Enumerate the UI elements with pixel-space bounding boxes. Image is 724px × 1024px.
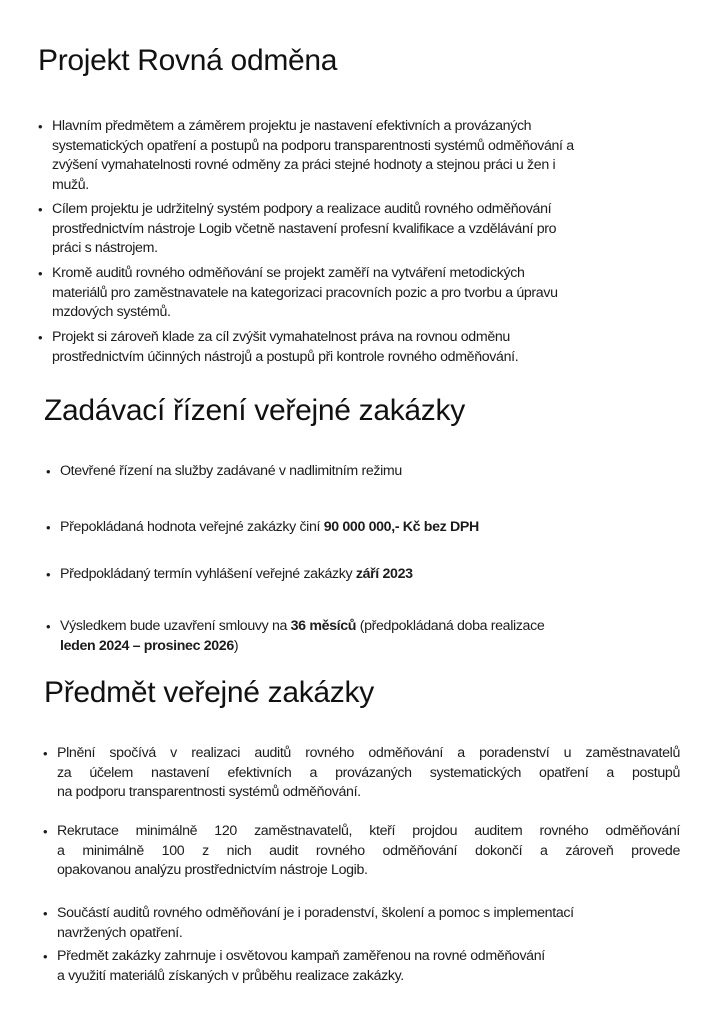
- section-title-projekt: Projekt Rovná odměna: [38, 44, 338, 77]
- section-title-predmet: Předmět veřejné zakázky: [44, 676, 374, 709]
- list-item: • Kromě auditů rovného odměňování se projekt zaměří na vytváření metodických materiálů pro zaměstnavatele na kategorizaci pracovních pozic a pro tvorbu a úpravu mzdových systémů.: [38, 265, 558, 321]
- bullet-icon: •: [46, 567, 51, 582]
- realization-period: leden 2024 – prosinec 2026: [60, 637, 234, 654]
- bullet-icon: •: [38, 330, 43, 345]
- bullet-icon: •: [43, 949, 48, 964]
- bullet-icon: •: [43, 906, 48, 921]
- list-item: • Plnění spočívá v realizaci auditů rovného odměňování a poradenství u zaměstnavatelů za účelem nastavení efektivních a provázaných systematických opatření a postupů na podporu transparentnosti systémů odměňování.: [43, 745, 680, 801]
- list-item: • Součástí auditů rovného odměňování je i poradenství, školení a pomoc s implementací navržených opatření.: [43, 905, 574, 941]
- bullet-icon: •: [38, 119, 43, 134]
- contract-duration: 36 měsíců: [290, 618, 357, 634]
- bullet-icon: •: [46, 619, 51, 634]
- list-item: • Předpokládaný termín vyhlášení veřejné zakázky září 2023: [60, 565, 680, 585]
- bullet-icon: •: [46, 520, 51, 535]
- estimated-value: 90 000 000,- Kč bez DPH: [323, 519, 479, 535]
- list-item: • Hlavním předmětem a záměrem projektu je nastavení efektivních a provázaných systematických opatření a postupů na podporu transparentnosti systémů odměňování a zvýšení vymahatelnosti rovné odměny za práci stejné hodnoty a stejnou práci u žen i mužů.: [38, 118, 574, 193]
- list-item: • Otevřené řízení na služby zadávané v nadlimitním režimu: [60, 462, 680, 482]
- list-item: • Rekrutace minimálně 120 zaměstnavatelů, kteří projdou auditem rovného odměňování a minimálně 100 z nich audit rovného odměňování dokončí a zároveň provede opakovanou analýzu prostřednictvím nástroje Logib.: [43, 823, 680, 879]
- bullet-icon: •: [38, 266, 43, 281]
- bullet-icon: •: [43, 824, 48, 839]
- section-title-zadavaci-rizeni: Zadávací řízení veřejné zakázky: [44, 394, 465, 427]
- list-item: • Výsledkem bude uzavření smlouvy na 36 měsíců (předpokládaná doba realizace leden 2024 – prosinec 2026): [46, 618, 545, 654]
- list-item: • Předmět zakázky zahrnuje i osvětovou kampaň zaměřenou na rovné odměňování a využití materiálů získaných v průběhu realizace zakázky.: [43, 948, 545, 984]
- bullet-icon: •: [43, 746, 48, 761]
- list-item: • Cílem projektu je udržitelný systém podpory a realizace auditů rovného odměňování prostřednictvím nástroje Logib včetně nastavení profesní kvalifikace a vzdělávání pro práci s nástrojem.: [38, 201, 557, 257]
- list-item: • Projekt si zároveň klade za cíl zvýšit vymahatelnost práva na rovnou odměnu prostřednictvím účinných nástrojů a postupů při kontrole rovného odměňování.: [38, 329, 519, 365]
- list-item: • Přepokládaná hodnota veřejné zakázky činí 90 000 000,- Kč bez DPH: [60, 518, 680, 538]
- announcement-date: září 2023: [355, 566, 413, 582]
- bullet-icon: •: [38, 202, 43, 217]
- bullet-icon: •: [46, 464, 51, 479]
